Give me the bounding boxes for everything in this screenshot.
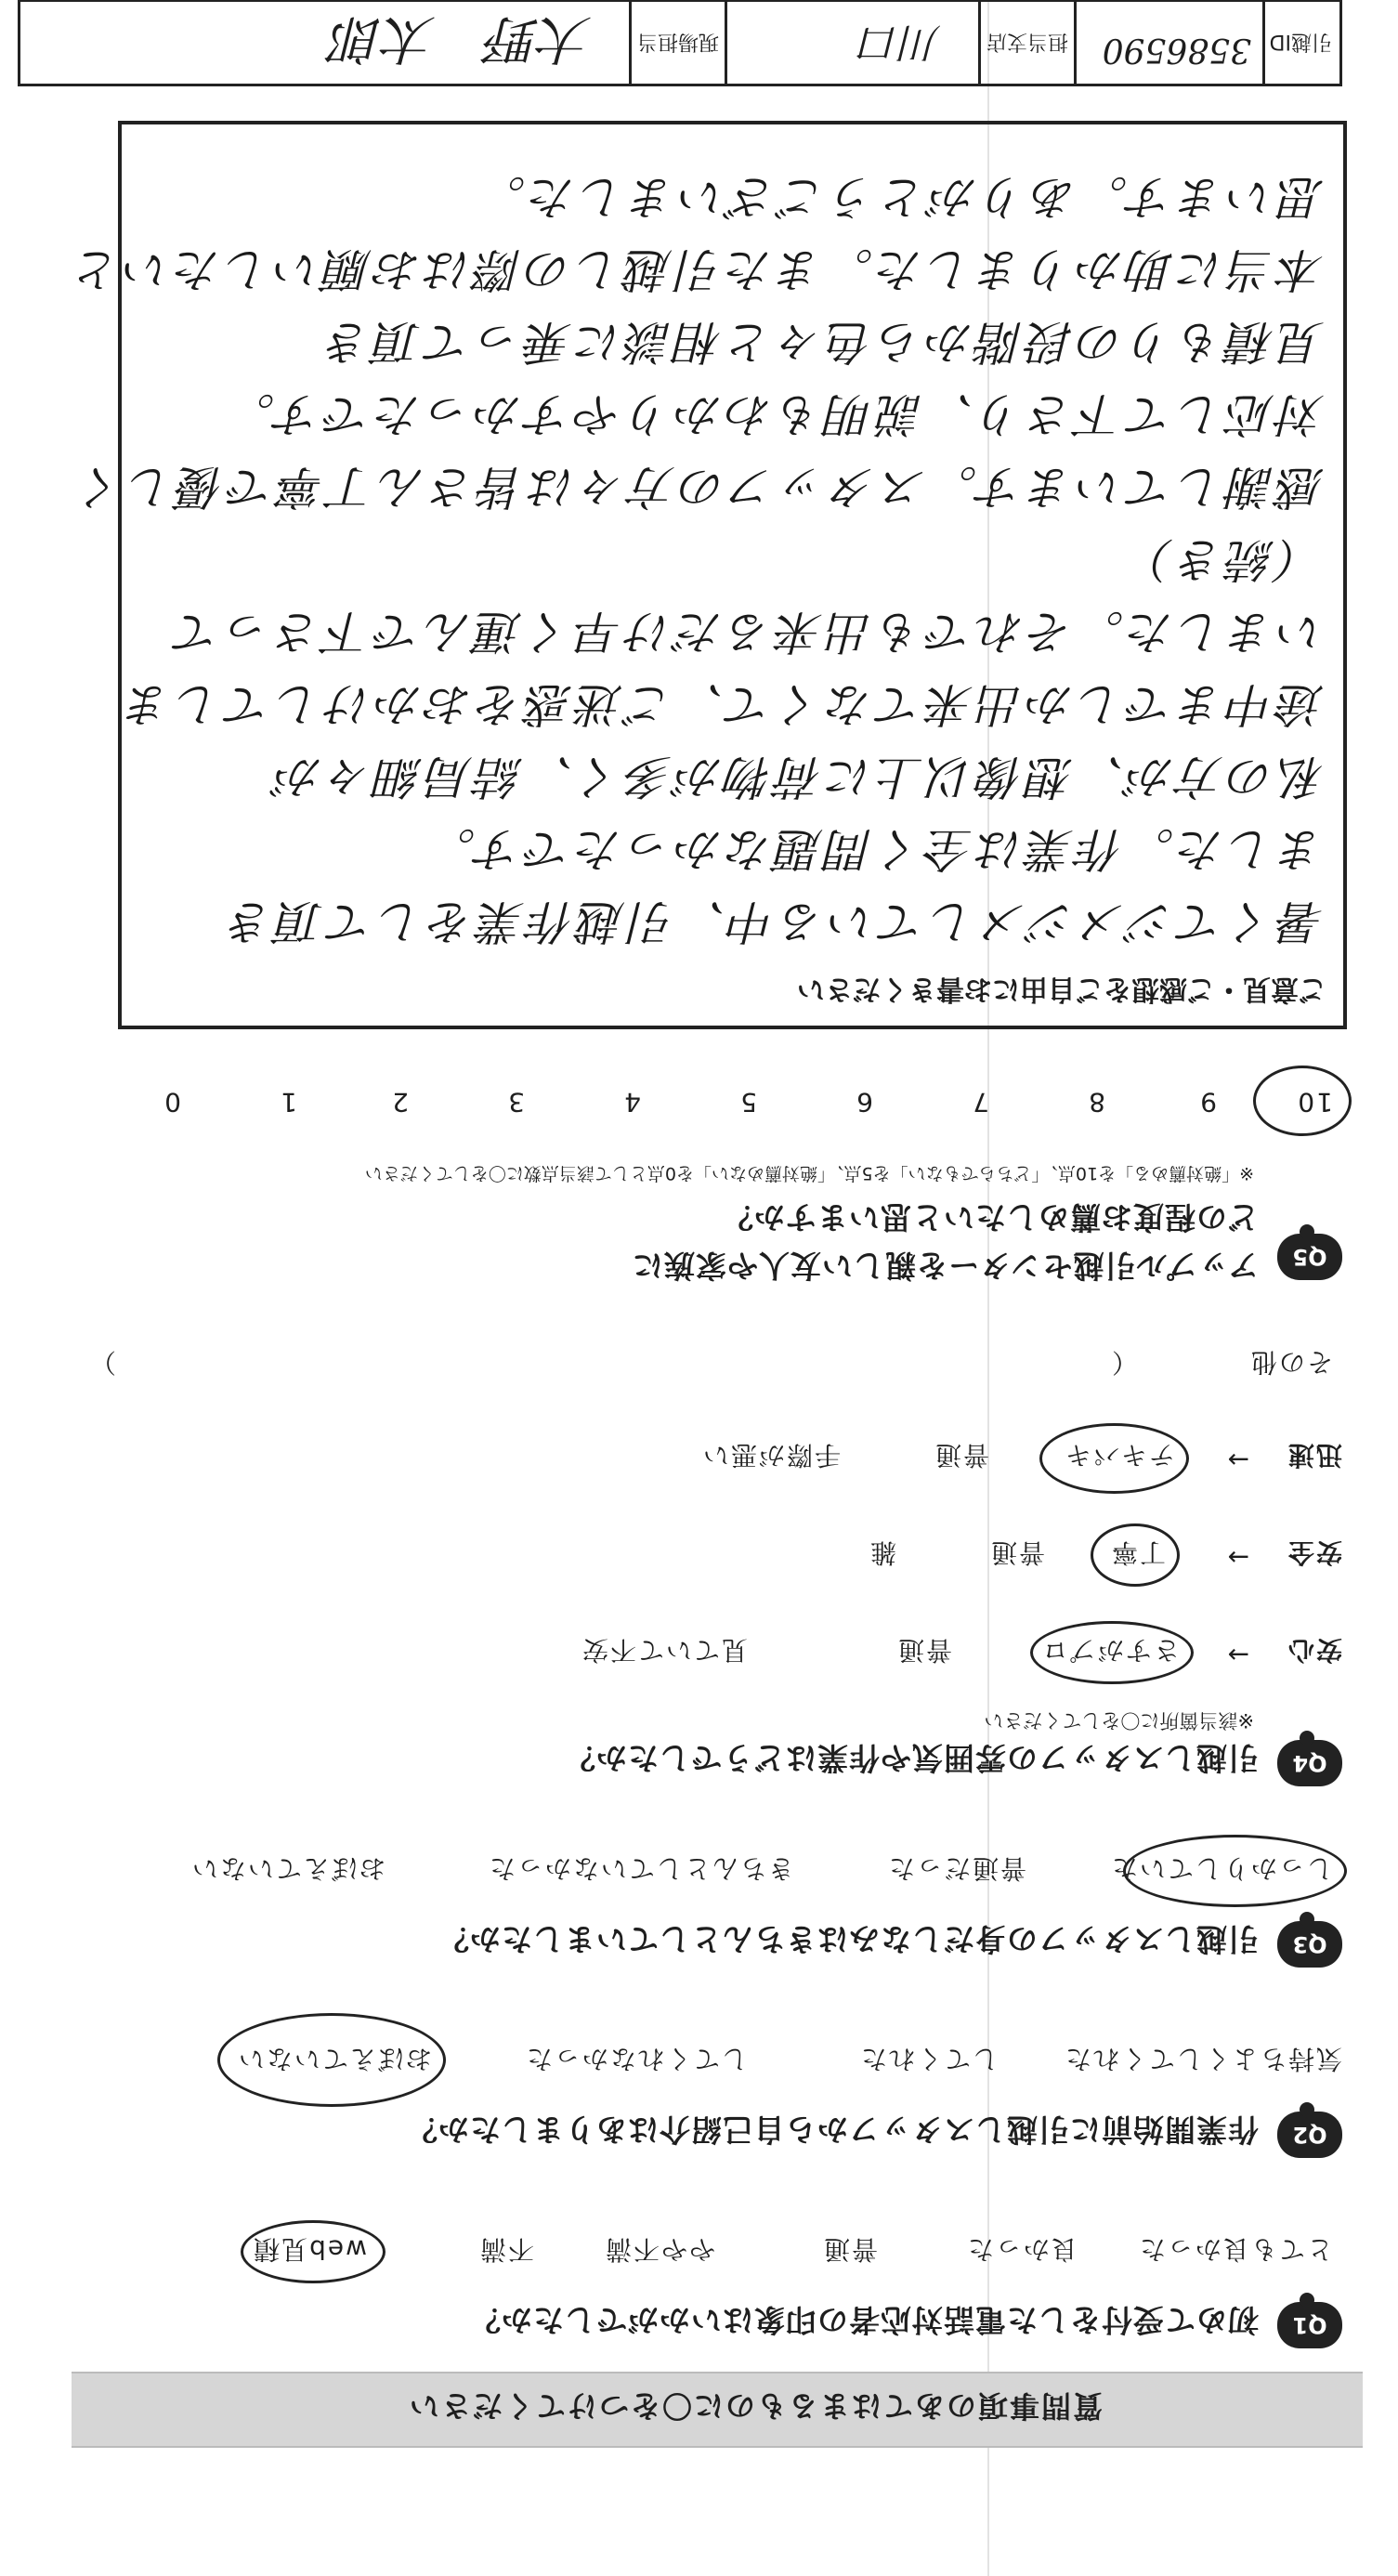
arrow-right-icon: →: [1225, 1445, 1249, 1475]
q4-badge: Q4: [1277, 1740, 1342, 1786]
q4-row-2-option-2[interactable]: 普通: [988, 1537, 1045, 1568]
comment-line-11: 思います。ありがとうございました。: [476, 170, 1325, 224]
comments-heading: ご意見・ご感想をご自由にお書きください: [797, 973, 1326, 1005]
q5-score-8[interactable]: 8: [1087, 1087, 1105, 1118]
q4-row-1-label: 安心: [1286, 1635, 1342, 1666]
id-label-cell: [1262, 2, 1339, 84]
q5-score-7[interactable]: 7: [971, 1087, 989, 1118]
q5-note: ※「絶対薦める」を10点、「どちらでもない」を5点、「絶対薦めない」を0点として該当点数に〇をしてください: [364, 1163, 1254, 1183]
comments-box[interactable]: [71, 121, 1347, 1029]
q4-row-3-option-2[interactable]: 普通: [933, 1440, 989, 1471]
q1-option-2[interactable]: 良かった: [965, 2234, 1078, 2265]
q3-option-3[interactable]: きちんとしていなかった: [487, 1853, 794, 1884]
q1-option-6[interactable]: web見積: [252, 2234, 367, 2265]
q1-option-5[interactable]: 不満: [477, 2234, 534, 2265]
id-label: 引越ID: [1269, 30, 1332, 53]
leader-value: 大野 太郎: [332, 8, 592, 69]
q5-score-10[interactable]: 10: [1296, 1087, 1333, 1118]
comment-line-8: 対応して下さり、説明もわかりやすかったです。: [225, 387, 1325, 441]
q4-row-2-option-3[interactable]: 雑: [868, 1537, 896, 1568]
q4-row-3-option-1[interactable]: テキパキ: [1063, 1440, 1175, 1471]
branch-value-cell[interactable]: [725, 2, 978, 84]
arrow-right-icon: →: [1225, 1542, 1249, 1573]
q5-badge: Q5: [1277, 1234, 1342, 1280]
q2-option-2[interactable]: してくれた: [858, 2044, 999, 2074]
q4-row-1-selected-mark: [1030, 1621, 1194, 1684]
comment-line-6: （続き）: [1124, 532, 1325, 586]
q5-title-line-1: アップル引越センターを親しい友人や家族に: [631, 1248, 1259, 1284]
q2-option-3[interactable]: してくれなかった: [524, 2044, 748, 2074]
q1-option-1[interactable]: とても良かった: [1137, 2234, 1333, 2265]
q4-row-2-label: 安全: [1286, 1537, 1342, 1568]
q3-selected-mark: [1123, 1835, 1347, 1907]
q4-row-3-selected-mark: [1039, 1423, 1189, 1494]
q4-row-3-label: 迅速: [1286, 1440, 1342, 1471]
q5-score-1[interactable]: 1: [279, 1087, 297, 1118]
q4-row-2-option-1[interactable]: 丁寧: [1109, 1537, 1166, 1568]
q4-note: ※該当箇所に〇をしてください: [984, 1709, 1254, 1732]
staff-info-table: [18, 0, 1342, 86]
q2-selected-mark: [217, 2013, 446, 2107]
leader-value-cell[interactable]: [20, 2, 629, 84]
branch-label-cell: [978, 2, 1074, 84]
comment-line-7: 感謝しています。スタッフの方々は皆さん丁寧で優しく: [74, 460, 1325, 514]
id-value: 3586590: [1102, 31, 1251, 69]
q5-score-2[interactable]: 2: [390, 1087, 409, 1118]
q3-title: 引越しスタッフの身だしなみはきちんとしていましたか？: [438, 1921, 1259, 1957]
branch-value: 川口: [859, 19, 941, 66]
leader-label: 現場担当: [636, 30, 719, 53]
q3-option-2[interactable]: 普通だった: [886, 1853, 1026, 1884]
instruction-banner: [72, 2372, 1363, 2448]
q1-option-4[interactable]: やや不満: [603, 2234, 715, 2265]
arrow-right-icon: →: [1225, 1640, 1249, 1670]
comment-line-4: 途中までしか出来てなくて、ご迷惑をおかけしてしま: [122, 677, 1325, 731]
q1-selected-mark: [241, 2220, 385, 2283]
q5-score-6[interactable]: 6: [855, 1087, 873, 1118]
instruction-banner-text: 質問事項のあてはまるものに〇をつけてください: [407, 2388, 1103, 2424]
q4-row-1-option-2[interactable]: 普通: [895, 1635, 952, 1666]
q1-badge: Q1: [1277, 2302, 1342, 2348]
comment-line-5: いました。それでも出来るだけ早く運んで下さって: [171, 605, 1325, 659]
q2-option-1[interactable]: 気持ちよくしてくれた: [1063, 2044, 1342, 2074]
branch-label: 担当支店: [986, 30, 1068, 53]
leader-label-cell: [629, 2, 725, 84]
q4-row-2-selected-mark: [1091, 1523, 1180, 1587]
comment-line-9: 見積もりの段階から色々と相談に乗って頂き: [321, 315, 1325, 369]
q5-score-9[interactable]: 9: [1198, 1087, 1217, 1118]
comment-line-1: 暑くてジメジメしている中、引越作業をして頂き: [224, 895, 1325, 948]
q3-option-4[interactable]: おぼえていない: [189, 1853, 385, 1884]
q4-other-paren-close: ）: [87, 1347, 116, 1378]
q5-score-3[interactable]: 3: [506, 1087, 525, 1118]
q5-score-4[interactable]: 4: [622, 1087, 641, 1118]
q2-option-4[interactable]: おぼえていない: [236, 2044, 432, 2074]
q4-row-3-option-3[interactable]: 手際が悪い: [700, 1440, 841, 1471]
q2-title: 作業開始前に引越しスタッフから自己紹介はありましたか？: [406, 2112, 1259, 2148]
q4-other-paren-open: （: [1109, 1347, 1138, 1378]
q5-score-5[interactable]: 5: [738, 1087, 757, 1118]
q5-score-0[interactable]: 0: [163, 1087, 181, 1118]
q5-title-line-2: どの程度お薦めしたいと思いますか？: [722, 1199, 1259, 1236]
q3-badge: Q3: [1277, 1921, 1342, 1968]
q5-selected-mark: [1253, 1066, 1352, 1136]
q2-badge: Q2: [1277, 2112, 1342, 2158]
q3-option-1[interactable]: しっかりしていた: [1109, 1853, 1333, 1884]
q1-title: 初めて受付をした電話対応者の印象はいかがでしたか？: [469, 2302, 1259, 2338]
comment-line-10: 本当に助かりました。また引越しの際はお願いしたいと: [71, 242, 1325, 296]
q1-option-3[interactable]: 普通: [821, 2234, 878, 2265]
comment-line-2: ました。作業は全く問題なかったです。: [425, 822, 1325, 876]
id-value-cell[interactable]: [1074, 2, 1262, 84]
comment-line-3: 私の方が、想像以上に荷物が多く、結局細々が: [272, 750, 1325, 804]
q4-title: 引越しスタッフの雰囲気や作業はどうでしたか？: [564, 1740, 1259, 1776]
q4-row-1-option-1[interactable]: さすがプロ: [1039, 1635, 1180, 1666]
q4-other-label: その他: [1248, 1347, 1333, 1378]
q4-row-1-option-3[interactable]: 見ていて不安: [580, 1635, 748, 1666]
